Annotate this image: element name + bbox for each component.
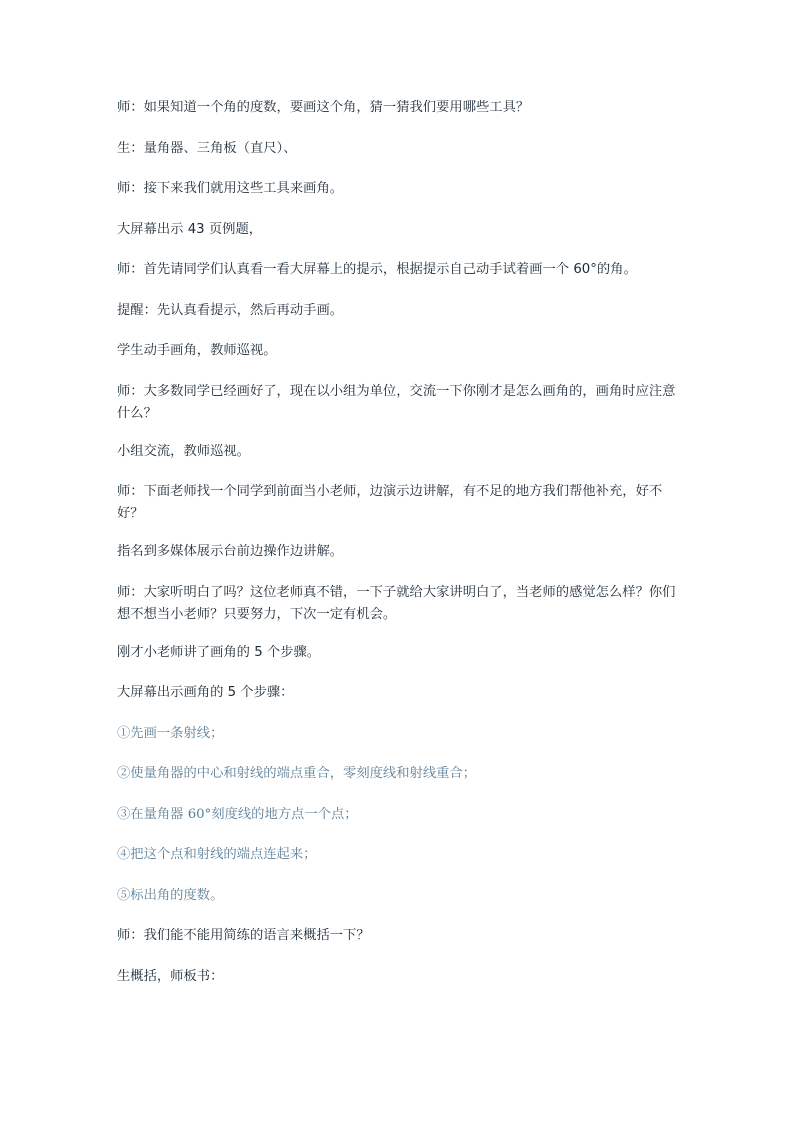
paragraph: 生：量角器、三角板（直尺）、 bbox=[117, 140, 297, 156]
step-item: ②使量角器的中心和射线的端点重合，零刻度线和射线重合； bbox=[117, 766, 477, 781]
step-item: ③在量角器 60°刻度线的地方点一个点； bbox=[117, 806, 358, 822]
paragraph: 师：下面老师找一个同学到前面当小老师，边演示边讲解，有不足的地方我们帮他补充，好不好？ bbox=[117, 484, 663, 521]
paragraph: 师：我们能不能用简练的语言来概括一下？ bbox=[117, 928, 370, 943]
paragraph: 指名到多媒体展示台前边操作边讲解。 bbox=[117, 544, 344, 559]
paragraph: 师：接下来我们就用这些工具来画角。 bbox=[117, 181, 344, 196]
step-item: ⑤标出角的度数。 bbox=[117, 887, 224, 903]
paragraph: 大屏幕出示 43 页例题， bbox=[117, 221, 263, 237]
paragraph: 刚才小老师讲了画角的 5 个步骤。 bbox=[117, 644, 321, 660]
paragraph: 学生动手画角，教师巡视。 bbox=[117, 343, 277, 358]
paragraph: 师：如果知道一个角的度数，要画这个角，猜一猜我们要用哪些工具？ bbox=[117, 100, 530, 115]
paragraph: 提醒：先认真看提示，然后再动手画。 bbox=[117, 302, 344, 318]
paragraph: 小组交流，教师巡视。 bbox=[117, 443, 250, 459]
paragraph: 师：大多数同学已经画好了，现在以小组为单位，交流一下你刚才是怎么画角的，画角时应注意什么？ bbox=[117, 383, 676, 421]
paragraph: 师：大家听明白了吗？这位老师真不错，一下子就给大家讲明白了，当老师的感觉怎么样？你们想不想当小老师？只要努力，下次一定有机会。 bbox=[117, 584, 676, 622]
document-body bbox=[117, 97, 677, 1006]
paragraph: 生概括，师板书： bbox=[117, 968, 224, 984]
paragraph: 师：首先请同学们认真看一看大屏幕上的提示，根据提示自己动手试着画一个 60°的角。 bbox=[117, 262, 637, 277]
paragraph: 大屏幕出示画角的 5 个步骤： bbox=[117, 685, 294, 700]
step-item: ①先画一条射线； bbox=[117, 725, 224, 741]
step-item: ④把这个点和射线的端点连起来； bbox=[117, 847, 317, 862]
